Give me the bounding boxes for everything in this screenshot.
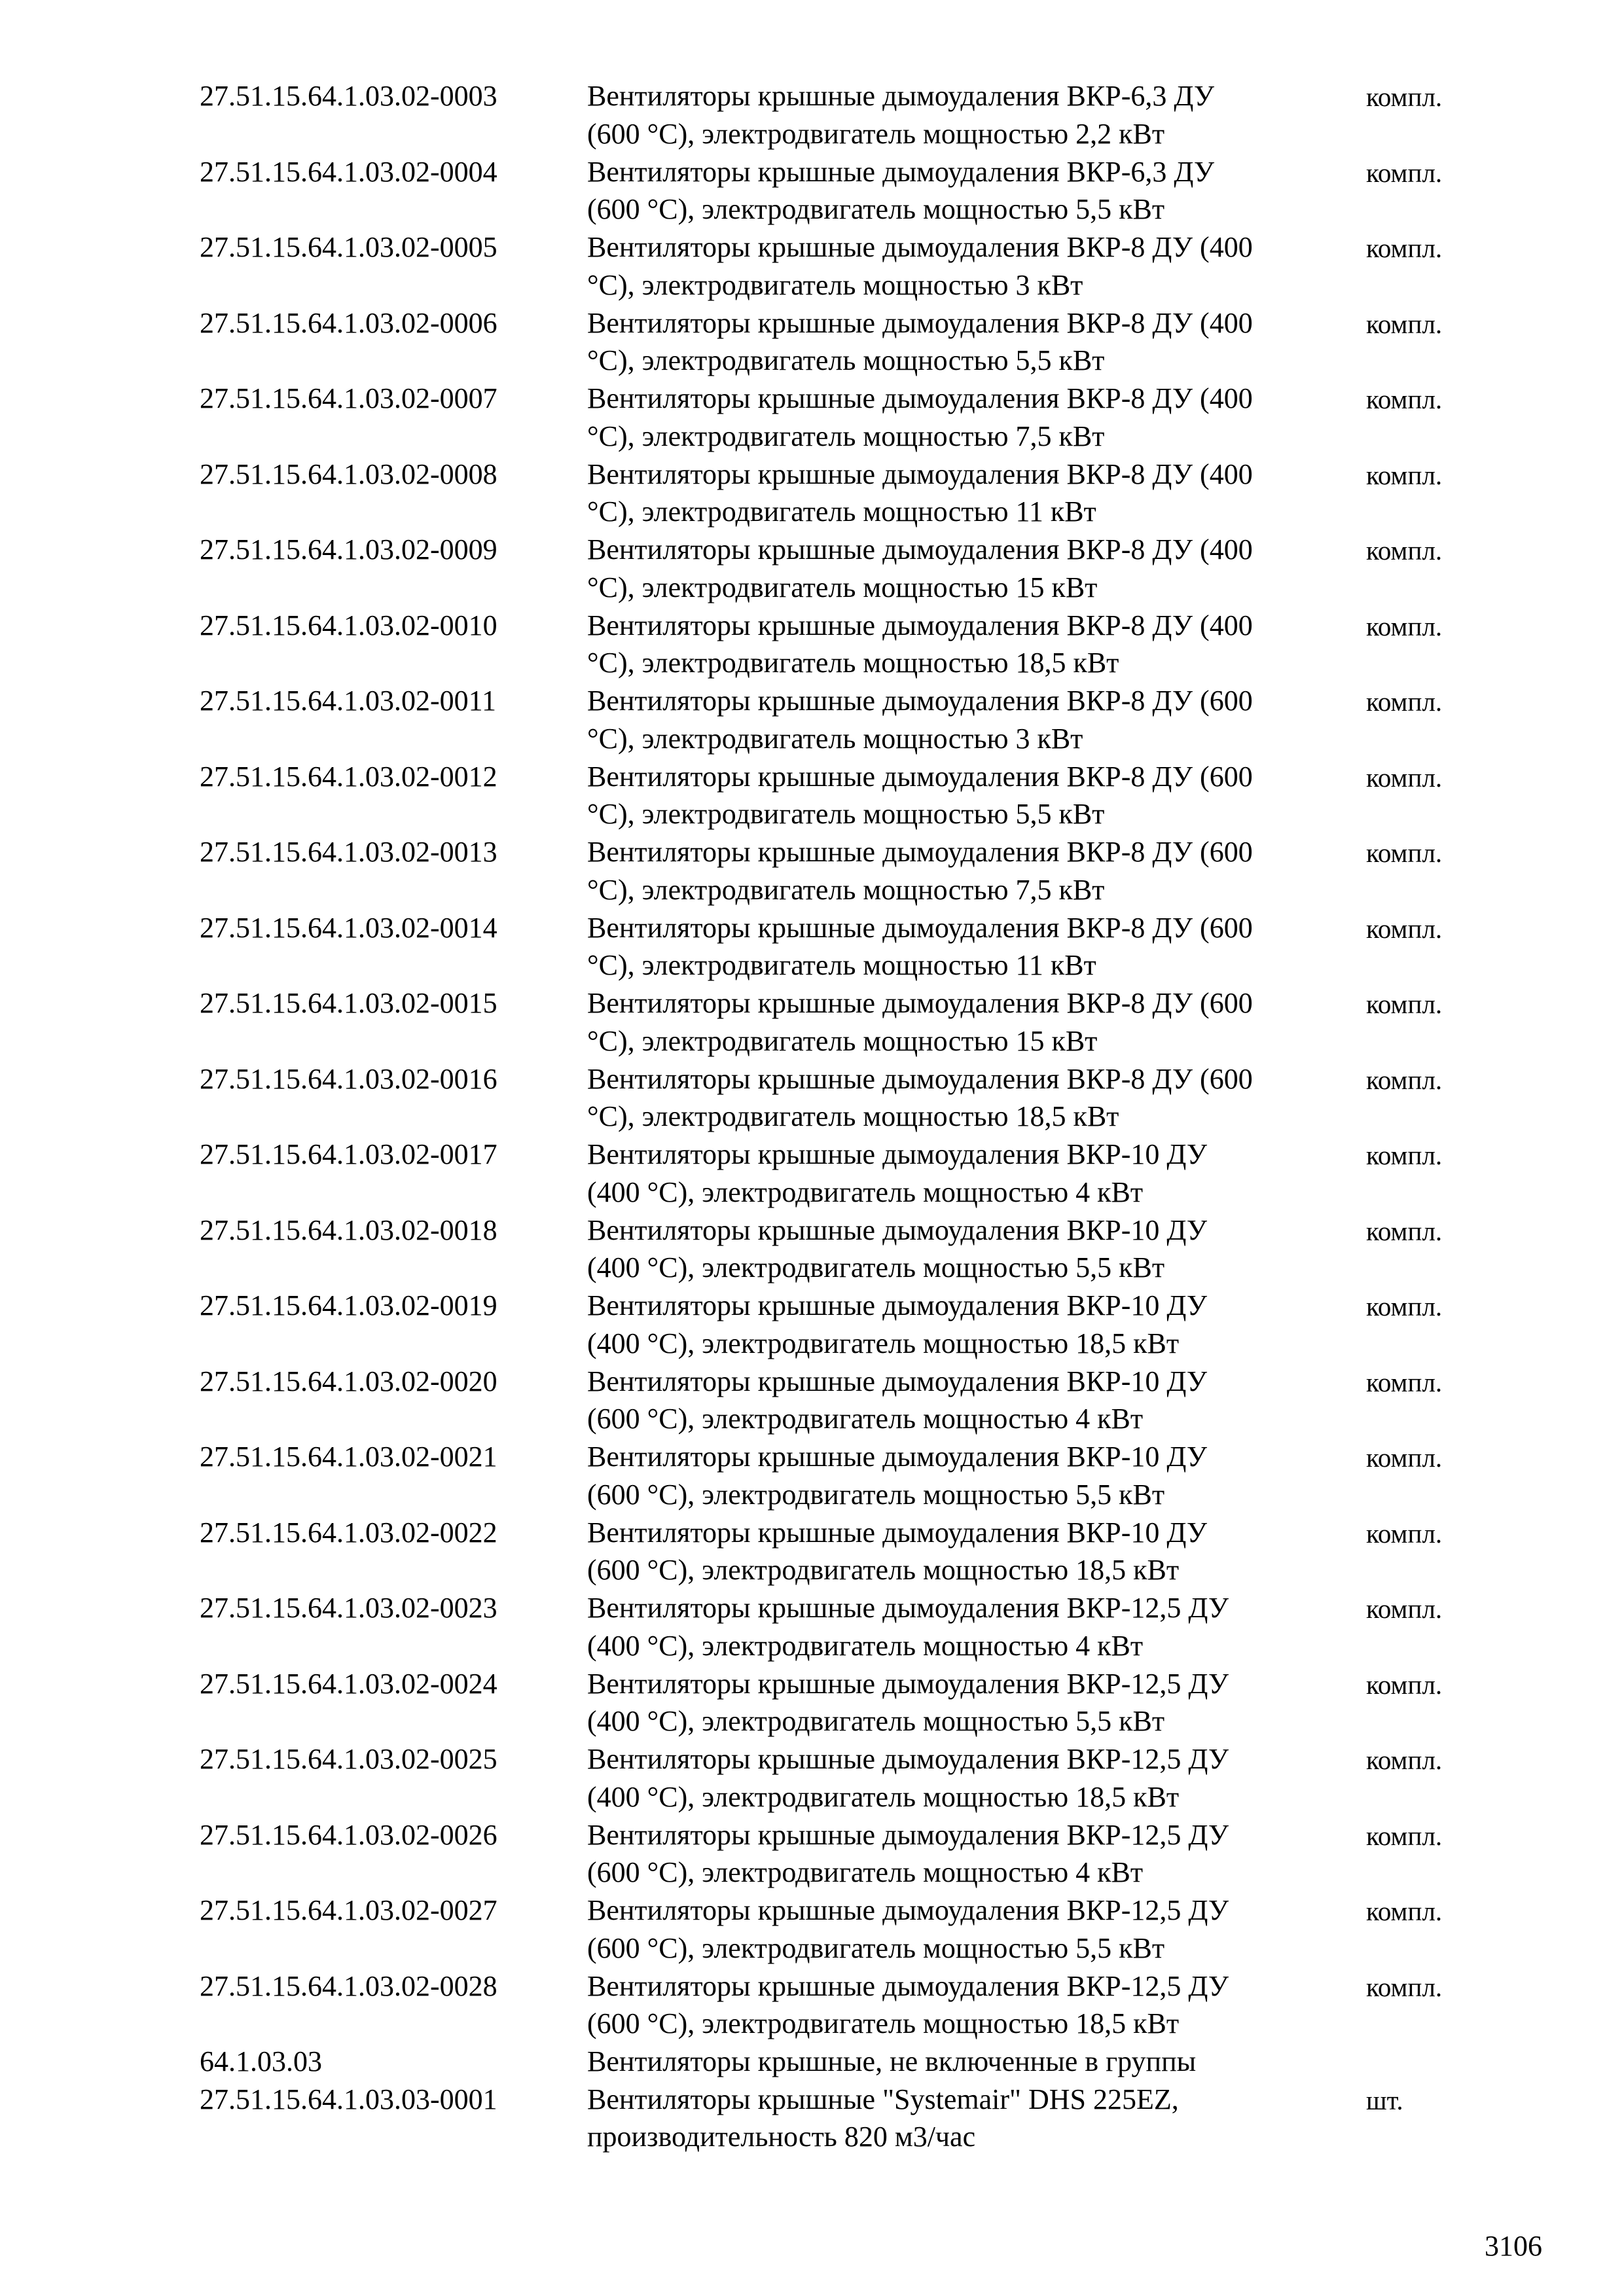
item-name-line: (400 °C), электродвигатель мощностью 18,5 кВт xyxy=(587,1327,1180,1359)
item-code: 27.51.15.64.1.03.02-0028 xyxy=(200,1969,497,2002)
item-name-line: Вентиляторы крышные дымоудаления ВКР-8 ДУ (600 xyxy=(587,987,1253,1019)
item-code: 27.51.15.64.1.03.02-0008 xyxy=(200,457,497,490)
item-unit: компл. xyxy=(1366,1971,1443,2002)
item-unit: компл. xyxy=(1366,535,1443,565)
item-code: 27.51.15.64.1.03.02-0023 xyxy=(200,1592,497,1624)
item-name-line: производительность 820 м3/час xyxy=(587,2121,976,2153)
item-name xyxy=(587,1287,1356,1362)
item-name-line: Вентиляторы крышные дымоудаления ВКР-6,3 ДУ xyxy=(587,80,1215,112)
item-name-line: °C), электродвигатель мощностью 5,5 кВт xyxy=(587,344,1105,376)
item-name-line: Вентиляторы крышные дымоудаления ВКР-8 ДУ (400 xyxy=(587,457,1253,490)
item-name-line: Вентиляторы крышные дымоудаления ВКР-12,5 ДУ xyxy=(587,1743,1229,1775)
item-code: 27.51.15.64.1.03.02-0004 xyxy=(200,155,497,188)
item-unit: компл. xyxy=(1366,1518,1443,1549)
item-code: 27.51.15.64.1.03.02-0016 xyxy=(200,1062,497,1095)
list-item xyxy=(200,682,1483,758)
item-code: 27.51.15.64.1.03.02-0013 xyxy=(200,836,497,868)
item-name-line: Вентиляторы крышные дымоудаления ВКР-8 ДУ (400 xyxy=(587,231,1253,263)
item-name-line: (600 °C), электродвигатель мощностью 5,5 кВт xyxy=(587,1478,1165,1511)
item-name-line: (600 °C), электродвигатель мощностью 4 кВт xyxy=(587,1856,1144,1888)
item-name-line: Вентиляторы крышные "Systemair" DHS 225EZ, xyxy=(587,2083,1179,2115)
list-item xyxy=(200,1287,1483,1363)
item-code: 27.51.15.64.1.03.02-0009 xyxy=(200,533,497,565)
item-name-line: Вентиляторы крышные дымоудаления ВКР-12,5 ДУ xyxy=(587,1818,1229,1851)
item-code: 27.51.15.64.1.03.02-0019 xyxy=(200,1289,497,1321)
item-code: 27.51.15.64.1.03.02-0014 xyxy=(200,911,497,944)
page-number: 3106 xyxy=(1485,2230,1542,2262)
list-item xyxy=(200,1514,1483,1590)
item-name-line: °C), электродвигатель мощностью 3 кВт xyxy=(587,722,1083,755)
list-item xyxy=(200,984,1483,1060)
item-name-line: Вентиляторы крышные дымоудаления ВКР-6,3 ДУ xyxy=(587,155,1215,188)
item-name-line: Вентиляторы крышные дымоудаления ВКР-12,5 ДУ xyxy=(587,1667,1229,1700)
item-name-line: (600 °C), электродвигатель мощностью 5,5 кВт xyxy=(587,1931,1165,1964)
item-unit: компл. xyxy=(1366,308,1443,339)
item-name-line: °C), электродвигатель мощностью 5,5 кВт xyxy=(587,798,1105,830)
item-name xyxy=(587,228,1356,304)
item-name xyxy=(587,1211,1356,1287)
item-name-line: Вентиляторы крышные, не включенные в группы xyxy=(587,2045,1197,2077)
item-name-line: Вентиляторы крышные дымоудаления ВКР-8 ДУ (600 xyxy=(587,760,1253,793)
list-item xyxy=(200,1967,1483,2043)
item-unit: компл. xyxy=(1366,913,1443,944)
item-unit: шт. xyxy=(1366,2085,1403,2115)
item-code: 27.51.15.64.1.03.02-0022 xyxy=(200,1516,497,1549)
item-unit: компл. xyxy=(1366,989,1443,1019)
item-name-line: °C), электродвигатель мощностью 15 кВт xyxy=(587,1024,1098,1057)
item-name-line: °C), электродвигатель мощностью 3 кВт xyxy=(587,268,1083,301)
item-code: 27.51.15.64.1.03.02-0007 xyxy=(200,382,497,414)
item-code: 27.51.15.64.1.03.02-0006 xyxy=(200,306,497,339)
list-item xyxy=(200,77,1483,153)
item-name-line: (400 °C), электродвигатель мощностью 4 кВт xyxy=(587,1629,1144,1662)
item-name-line: (600 °C), электродвигатель мощностью 5,5 кВт xyxy=(587,193,1165,225)
item-name-line: Вентиляторы крышные дымоудаления ВКР-8 ДУ (600 xyxy=(587,911,1253,944)
item-code: 27.51.15.64.1.03.02-0005 xyxy=(200,231,497,263)
item-unit: компл. xyxy=(1366,1140,1443,1170)
item-code: 27.51.15.64.1.03.02-0018 xyxy=(200,1213,497,1246)
item-name-line: Вентиляторы крышные дымоудаления ВКР-10 ДУ xyxy=(587,1213,1208,1246)
item-name-line: °C), электродвигатель мощностью 7,5 кВт xyxy=(587,873,1105,906)
item-code: 27.51.15.64.1.03.02-0017 xyxy=(200,1138,497,1170)
list-item xyxy=(200,228,1483,304)
item-name xyxy=(587,2081,1356,2156)
item-unit: компл. xyxy=(1366,1215,1443,1246)
item-name-line: Вентиляторы крышные дымоудаления ВКР-10 ДУ xyxy=(587,1365,1208,1397)
item-unit: компл. xyxy=(1366,1669,1443,1700)
item-name xyxy=(587,758,1356,833)
item-name xyxy=(587,304,1356,380)
item-unit: компл. xyxy=(1366,1820,1443,1851)
list-item xyxy=(200,2043,1483,2081)
item-name xyxy=(587,1665,1356,1740)
item-name xyxy=(587,1740,1356,1816)
list-item xyxy=(200,1740,1483,1816)
item-unit: компл. xyxy=(1366,1745,1443,1775)
item-name xyxy=(587,1438,1356,1513)
list-item xyxy=(200,1892,1483,1967)
list-item xyxy=(200,833,1483,909)
list-item xyxy=(200,607,1483,683)
item-name-line: Вентиляторы крышные дымоудаления ВКР-12,5 ДУ xyxy=(587,1969,1229,2002)
item-name-line: (400 °C), электродвигатель мощностью 5,5 кВт xyxy=(587,1251,1165,1283)
item-name xyxy=(587,1967,1356,2043)
item-unit: компл. xyxy=(1366,82,1443,112)
item-unit: компл. xyxy=(1366,1367,1443,1397)
item-unit: компл. xyxy=(1366,384,1443,414)
item-code: 27.51.15.64.1.03.02-0027 xyxy=(200,1894,497,1926)
item-code: 27.51.15.64.1.03.02-0015 xyxy=(200,987,497,1019)
item-unit: компл. xyxy=(1366,233,1443,263)
list-item xyxy=(200,304,1483,380)
item-name xyxy=(587,2043,1356,2081)
item-name-line: Вентиляторы крышные дымоудаления ВКР-10 ДУ xyxy=(587,1516,1208,1549)
list-item xyxy=(200,456,1483,531)
item-name xyxy=(587,456,1356,531)
item-name-line: Вентиляторы крышные дымоудаления ВКР-12,5 ДУ xyxy=(587,1894,1229,1926)
list-item xyxy=(200,1438,1483,1514)
item-unit: компл. xyxy=(1366,762,1443,793)
item-unit: компл. xyxy=(1366,1594,1443,1624)
item-name-line: Вентиляторы крышные дымоудаления ВКР-8 ДУ (400 xyxy=(587,609,1253,641)
item-unit: компл. xyxy=(1366,1896,1443,1926)
item-name-line: (400 °C), электродвигатель мощностью 18,5 кВт xyxy=(587,1780,1180,1813)
list-item xyxy=(200,531,1483,607)
list-item xyxy=(200,1211,1483,1287)
item-name-line: (400 °C), электродвигатель мощностью 5,5 кВт xyxy=(587,1705,1165,1737)
item-code: 64.1.03.03 xyxy=(200,2045,322,2077)
item-code: 27.51.15.64.1.03.02-0011 xyxy=(200,685,497,717)
item-name-line: Вентиляторы крышные дымоудаления ВКР-8 ДУ (400 xyxy=(587,382,1253,414)
item-unit: компл. xyxy=(1366,1443,1443,1473)
item-code: 27.51.15.64.1.03.02-0012 xyxy=(200,760,497,793)
list-item xyxy=(200,153,1483,229)
item-name xyxy=(587,1589,1356,1664)
item-name xyxy=(587,153,1356,228)
item-name-line: °C), электродвигатель мощностью 18,5 кВт xyxy=(587,1100,1119,1132)
item-name-line: Вентиляторы крышные дымоудаления ВКР-8 ДУ (600 xyxy=(587,685,1253,717)
item-code: 27.51.15.64.1.03.02-0026 xyxy=(200,1818,497,1851)
item-name-line: Вентиляторы крышные дымоудаления ВКР-10 ДУ xyxy=(587,1289,1208,1321)
item-code: 27.51.15.64.1.03.02-0003 xyxy=(200,80,497,112)
list-item xyxy=(200,909,1483,985)
item-name xyxy=(587,1363,1356,1438)
list-item xyxy=(200,1136,1483,1211)
list-item xyxy=(200,1665,1483,1741)
item-name-line: °C), электродвигатель мощностью 11 кВт xyxy=(587,949,1096,981)
item-name-line: (600 °C), электродвигатель мощностью 18,5 кВт xyxy=(587,1554,1180,1586)
item-name xyxy=(587,380,1356,455)
list-item xyxy=(200,758,1483,834)
item-code: 27.51.15.64.1.03.02-0020 xyxy=(200,1365,497,1397)
item-name xyxy=(587,77,1356,152)
item-name-line: °C), электродвигатель мощностью 7,5 кВт xyxy=(587,420,1105,452)
item-name xyxy=(587,1892,1356,1967)
item-name xyxy=(587,1136,1356,1211)
item-name xyxy=(587,682,1356,757)
item-name-line: Вентиляторы крышные дымоудаления ВКР-8 ДУ (400 xyxy=(587,533,1253,565)
item-unit: компл. xyxy=(1366,1291,1443,1321)
list-item xyxy=(200,2081,1483,2157)
item-name-line: Вентиляторы крышные дымоудаления ВКР-8 ДУ (600 xyxy=(587,836,1253,868)
resource-list xyxy=(200,77,1483,2156)
item-name xyxy=(587,833,1356,908)
item-name xyxy=(587,1060,1356,1136)
item-unit: компл. xyxy=(1366,459,1443,490)
item-name xyxy=(587,1514,1356,1589)
item-name xyxy=(587,909,1356,984)
item-code: 27.51.15.64.1.03.02-0025 xyxy=(200,1743,497,1775)
item-name-line: (600 °C), электродвигатель мощностью 18,5 кВт xyxy=(587,2007,1180,2039)
item-name-line: Вентиляторы крышные дымоудаления ВКР-8 ДУ (600 xyxy=(587,1062,1253,1095)
item-name xyxy=(587,531,1356,606)
item-code: 27.51.15.64.1.03.02-0010 xyxy=(200,609,497,641)
item-name-line: Вентиляторы крышные дымоудаления ВКР-12,5 ДУ xyxy=(587,1592,1229,1624)
list-item xyxy=(200,1816,1483,1892)
item-unit: компл. xyxy=(1366,838,1443,868)
item-unit: компл. xyxy=(1366,687,1443,717)
item-name xyxy=(587,1816,1356,1892)
item-name xyxy=(587,984,1356,1060)
item-name-line: (600 °C), электродвигатель мощностью 4 кВт xyxy=(587,1403,1144,1435)
list-item xyxy=(200,380,1483,456)
item-name-line: °C), электродвигатель мощностью 18,5 кВт xyxy=(587,647,1119,679)
item-unit: компл. xyxy=(1366,1064,1443,1095)
item-name-line: (400 °C), электродвигатель мощностью 4 кВт xyxy=(587,1175,1144,1208)
item-name xyxy=(587,607,1356,682)
item-name-line: Вентиляторы крышные дымоудаления ВКР-10 ДУ xyxy=(587,1441,1208,1473)
item-name-line: Вентиляторы крышные дымоудаления ВКР-10 ДУ xyxy=(587,1138,1208,1170)
item-code: 27.51.15.64.1.03.02-0021 xyxy=(200,1441,497,1473)
list-item xyxy=(200,1060,1483,1136)
item-unit: компл. xyxy=(1366,611,1443,641)
item-code: 27.51.15.64.1.03.03-0001 xyxy=(200,2083,497,2115)
list-item xyxy=(200,1363,1483,1439)
item-name-line: °C), электродвигатель мощностью 15 кВт xyxy=(587,571,1098,603)
item-name-line: (600 °C), электродвигатель мощностью 2,2 кВт xyxy=(587,117,1165,150)
item-unit: компл. xyxy=(1366,157,1443,188)
item-name-line: °C), электродвигатель мощностью 11 кВт xyxy=(587,495,1096,528)
item-name-line: Вентиляторы крышные дымоудаления ВКР-8 ДУ (400 xyxy=(587,306,1253,339)
list-item xyxy=(200,1589,1483,1665)
item-code: 27.51.15.64.1.03.02-0024 xyxy=(200,1667,497,1700)
